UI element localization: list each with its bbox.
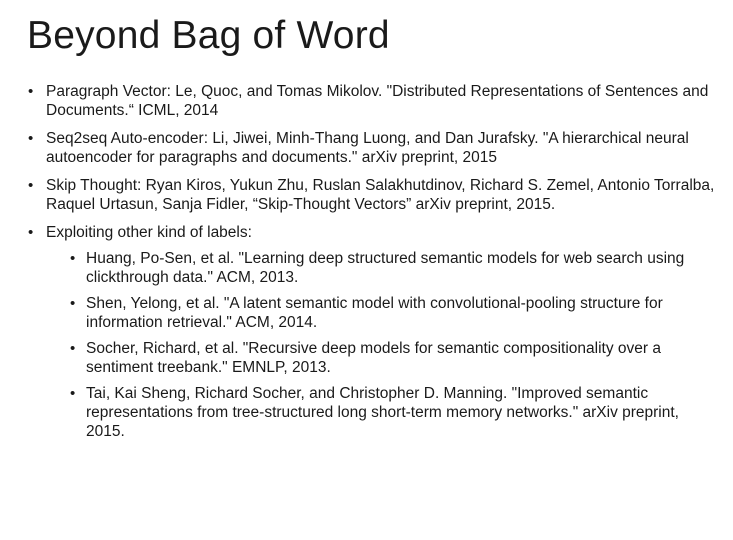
bullet-skip-thought: • Skip Thought: Ryan Kiros, Yukun Zhu, Ruslan Salakhutdinov, Richard S. Zemel, Antonio Torralba, Raquel Urtasun, Sanja Fidler, “Skip-Thought Vectors” arXiv preprint, 2015. (26, 176, 716, 214)
slide-title: Beyond Bag of Word (27, 14, 390, 57)
slide-content (26, 82, 716, 450)
bullet-seq2seq-autoencoder: • Seq2seq Auto-encoder: Li, Jiwei, Minh-Thang Luong, and Dan Jurafsky. "A hierarchical neural autoencoder for paragraphs and documents." arXiv preprint, 2015 (26, 129, 716, 167)
sub-bullet-socher: • Socher, Richard, et al. "Recursive deep models for semantic compositionality over a sentiment treebank." EMNLP, 2013. (68, 339, 716, 377)
bullet-other-labels-text: Exploiting other kind of labels: (46, 224, 252, 241)
sub-bullet-tai: • Tai, Kai Sheng, Richard Socher, and Christopher D. Manning. "Improved semantic representations from tree-structured long short-term memory networks." arXiv preprint, 2015. (68, 384, 716, 441)
bullet-other-labels (26, 223, 716, 441)
bullet-paragraph-vector: • Paragraph Vector: Le, Quoc, and Tomas Mikolov. "Distributed Representations of Sentences and Documents.“ ICML, 2014 (26, 82, 716, 120)
bullet-list (26, 82, 716, 441)
sub-bullet-shen: • Shen, Yelong, et al. "A latent semantic model with convolutional-pooling structure for information retrieval." ACM, 2014. (68, 294, 716, 332)
sub-bullet-huang: • Huang, Po-Sen, et al. "Learning deep structured semantic models for web search using clickthrough data." ACM, 2013. (68, 249, 716, 287)
sub-bullet-list (46, 249, 716, 441)
